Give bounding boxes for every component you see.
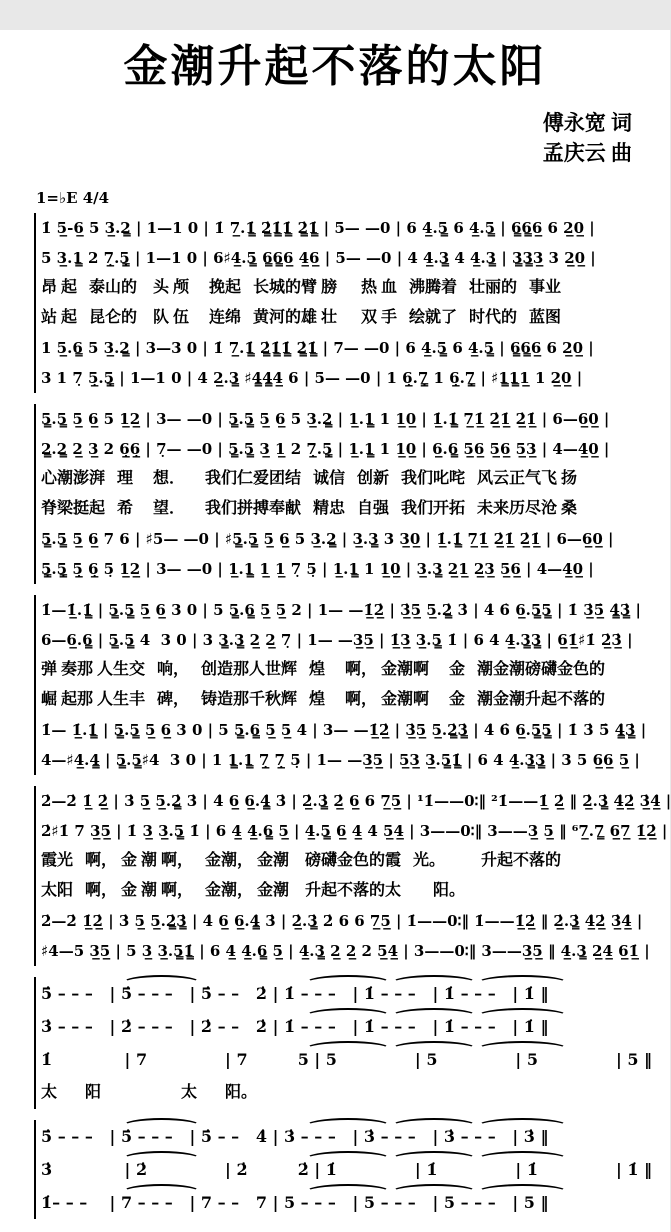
notation-line: 1̇ | 7 | 7 5 | 5 | 5 | 5 | 5 ‖ xyxy=(41,1049,653,1069)
notation-line: 5̳.5̳ 5̲ 6̲ 5 1̲2̲ | 3— —0 | 5̳.5̳ 5̲ 6̲ 5 3̲.2̳ | 1̲.1̳ 1 1̲0̲ | 1̲̇.1̳̇ 7̲1̲̇ 2̲̇1̲̇ 2̲̇1̲̇ | 6—6̲0̲ | xyxy=(41,409,610,428)
tie-arc xyxy=(305,1184,391,1200)
lyrics-line: 脊梁挺起 希 望． 我们拼搏奉献 精忠 自强 我们开拓 未来历尽沧 桑 xyxy=(41,499,578,517)
tie-arc xyxy=(305,1008,391,1024)
notation-line: 1̇ 5̲-6̲ 5 3̲.2̳ | 1—1 0 | 1̇ 7̲.1̳̇ 2̳̇1̳̇1̳̇ 2̳̇1̳̇ | 5— —0 | 6 4̲.5̳ 6 4̲.5̳ | 6̳6̳6̲ 6 2̲0̲ | xyxy=(41,218,595,237)
composer-credit: 孟庆云 曲 xyxy=(542,141,632,166)
music-system xyxy=(34,786,671,966)
lyrics-line: 太 阳 太 阳。 xyxy=(41,1083,258,1101)
lyrics-line: 站 起 昆仑的 队 伍 连绵 黄河的雄 壮 双 手 绘就了 时代的 蓝图 xyxy=(41,308,562,326)
notation-line: 6—6̲.6̳ | 5̳.5̳ 4 3 0 | 3 3̳.3̳ 2̲ 2̲ 7̣ | 1— —3̲5̲ | 1̲̇3̲ 3̲.5̳ 1̇ | 6 4 4̲.3̳3̳ | 6̲1̲̇♯1̇ 2̲̇3̲̇ | xyxy=(41,630,633,649)
music-system xyxy=(34,977,653,1109)
notation-line: 2̇—2̇ 1̲̇ 2̲̇ | 3̇ 5̲ 5̲.2̳̇ 3̇ | 4̇ 6̲ 6̲.4̳̇ 3̇ | 2̲̇.3̳̇ 2̲̇ 6̲ 6 7̲5̲ | ¹1̇——0∶‖ ²1̇——1̲̇ 2̲̇ ‖ 2̲̇.3̳̇ 4̲̇2̲̇ 3̲̇4̲̇ | xyxy=(41,791,671,810)
notation-line: 5 3̲.1̳ 2 7̣̲.5̣̳ | 1—1 0 | 6♯4̲.5̳ 6̳6̳6̲ 4̲6̲ | 5— —0 | 4 4̲.3̳ 4 4̲.3̳ | 3̳3̳3̲ 3 2̲0̲ | xyxy=(41,248,596,267)
notation-line: 1̇– – – | 7 – – – | 7 – – 7 | 5 – – – | 5 – – – | 5 – – – | 5 ‖ xyxy=(41,1192,549,1212)
sheet-music-page xyxy=(0,30,670,1232)
music-system xyxy=(34,595,648,775)
notation-line: 2̇—2̇ 1̲̇2̲̇ | 3̇ 5̲ 5̲.2̳̇3̳̇ | 4̇ 6̲ 6̲.4̳̇ 3̇ | 2̲̇.3̳̇ 2̇ 6 6 7̲5̲ | 1̇——0∶‖ 1̇——1̲̇2̲̇ ‖ 2̲̇.3̳̇ 4̲̇2̲̇ 3̲̇4̲̇ | xyxy=(41,911,643,930)
tie-arc xyxy=(391,1041,477,1057)
notation-line: 5̇ – – – | 5̇ – – – | 5̇ – – 2̇ | 1̇ – – – | 1̇ – – – | 1̇ – – – | 1̇ ‖ xyxy=(41,983,549,1003)
notation-line: 1̇— 1̲̇.1̳̇ | 5̳.5̳ 5̲ 6̲ 3 0 | 5 5̳.6̳ 5̲ 5̲ 4 | 3— —1̲̇2̲̇ | 3̲̇5̲ 5̲.2̳̇3̳̇ | 4̇ 6̇ 6̲.5̳5̳ | 1̇ 3̇ 5̇ 4̳̇3̳̇ | xyxy=(41,720,647,739)
lyricist-credit: 傅永宽 词 xyxy=(542,111,632,135)
lyrics-line: 崛 起那 人生丰 碑， 铸造那千秋辉 煌 啊， 金潮啊 金 潮金潮升起不落的 xyxy=(41,690,606,708)
notation-line: 2̳.2̳ 2̲ 3̲ 2 6̣̲6̣̲ | 7̣— —0 | 5̳.5̳ 3̲ 1̲ 2 7̣̲.5̣̳ | 1̲.1̳ 1 1̲0̲ | 6̲.6̳ 5̲6̲ 5̲6̲ 5̲3̲ | 4—4̲0̲ | xyxy=(41,439,610,458)
music-system xyxy=(34,404,648,584)
notation-line: 5̇ – – – | 5̇ – – – | 5̇ – – 4̇ | 3̇ – – – | 3̇ – – – | 3̇ – – – | 3̇ ‖ xyxy=(41,1126,549,1146)
lyrics-line: 心潮澎湃 理 想． 我们仁爱团结 诚信 创新 我们叱咤 风云正气飞 扬 xyxy=(41,469,578,487)
tie-arc xyxy=(477,1151,569,1167)
tie-arc xyxy=(477,1041,569,1057)
lyrics-line: 霞光 啊， 金 潮 啊， 金潮， 金潮 磅礴金色的霞 光。 升起不落的 xyxy=(41,851,562,869)
tie-arc xyxy=(391,1118,477,1134)
notation-line: 5̣̳.5̣̳ 5̣̲ 6̣̲ 5̣ 1̲2̲ | 3— —0 | 1̲.1̳ 1̲ 1̲ 7̣ 5̣ | 1̲.1̳ 1 1̲0̲ | 3̲.3̳ 2̲1̲ 2̲3̲ 5̲6̲ | 4—4̲0̲ | xyxy=(41,559,594,578)
score xyxy=(0,213,670,1219)
notation-line: 3 1 7̣ 5̣̲.5̣̳ | 1—1 0 | 4 2̲.3̳ ♯4̳4̳4̲ 6 | 5— —0 | 1 6̣̲.7̣̳ 1 6̣̲.7̣̳ | ♯1̳1̳1̲ 1 2̲0̲ | xyxy=(41,368,583,387)
tie-arc xyxy=(477,1118,569,1134)
tie-arc xyxy=(122,1151,202,1167)
notation-line: 2̇♯1̇ 7 3̲5̲ | 1̇ 3̲ 3̲.5̳ 1̇ | 6 4̲ 4̲.6̳ 5̲ | 4̲.5̳ 6̲ 4̲ 4 5̲4̲ | 3——0∶‖ 3——3̲ 5̲ ‖ ⁶7̲.7̳ 6̲7̲ 1̲̇2̲̇ | xyxy=(41,821,668,840)
credits xyxy=(0,108,670,169)
key-time-signature: 1=♭E 4/4 xyxy=(36,188,110,207)
lyrics-line: 太阳 啊， 金 潮 啊， 金潮， 金潮 升起不落的太 阳。 xyxy=(41,881,466,899)
tie-arc xyxy=(122,1184,202,1200)
notation-line: 3̇ | 2̇ | 2̇ 2̇ | 1̇ | 1̇ | 1̇ | 1̇ ‖ xyxy=(41,1159,653,1179)
song-title: 金潮升起不落的太阳 xyxy=(123,41,547,92)
tie-arc xyxy=(477,1008,569,1024)
notation-line: ♯4—5 3̲5̲ | 5 3̲ 3̲.5̳1̳̇ | 6 4̲ 4̲.6̳ 5̲ | 4̲.3̳ 2̲ 2̲ 2 5̲4̲ | 3——0∶‖ 3——3̲5̲ ‖ 4̲.3̳ 2̲4̲ 6̲1̲̇ | xyxy=(41,941,650,960)
music-system xyxy=(34,213,648,393)
tie-arc xyxy=(122,975,202,991)
tie-arc xyxy=(391,1184,477,1200)
lyrics-line: 弹 奏那 人生交 响， 创造那人世辉 煌 啊， 金潮啊 金 潮金潮磅礴金色的 xyxy=(41,660,606,678)
notation-line: 1 5̲.6̳ 5 3̲.2̳ | 3—3 0 | 1̇ 7̲.1̳̇ 2̳̇1̳̇1̳̇ 2̳̇1̳̇ | 7— —0 | 6 4̲.5̳ 6 4̲.5̳ | 6̳6̳6̲ 6 2̲0̲ | xyxy=(41,338,594,357)
notation-line: 5̳.5̳ 5̲ 6̲ 7 6 | ♯5— —0 | ♯5̳.5̳ 5̲ 6̲ 5 3̲.2̳ | 3̲.3̳ 3 3̲0̲ | 1̲̇.1̳̇ 7̲1̲̇ 2̲̇1̲̇ 2̲̇1̲̇ | 6—6̲0̲ | xyxy=(41,529,614,548)
notation-line: 3̇ – – – | 2̇ – – – | 2̇ – – 2̇ | 1̇ – – – | 1̇ – – – | 1̇ – – – | 1̇ ‖ xyxy=(41,1016,549,1036)
tie-arc xyxy=(305,1118,391,1134)
tie-arc xyxy=(477,975,569,991)
tie-arc xyxy=(122,1118,202,1134)
tie-arc xyxy=(391,1008,477,1024)
tie-arc xyxy=(477,1184,569,1200)
tie-arc xyxy=(305,1041,391,1057)
tie-arc xyxy=(391,975,477,991)
tie-arc xyxy=(305,975,391,991)
notation-line: 4—♯4̲.4̳ | 5̳.5̳♯4 3 0 | 1 1̳.1̳ 7̣̲ 7̣̲ 5̣ | 1— —3̲5̲ | 5̲3̲ 3̲.5̳1̳̇ | 6 4 4̲.3̳3̳ | 3 5 6̲6̲ 5̲ | xyxy=(41,750,640,769)
tie-arc xyxy=(305,1151,391,1167)
music-system xyxy=(34,1120,653,1219)
notation-line: 1̇—1̲̇.1̳̇ | 5̳.5̳ 5̲ 6̲ 3 0 | 5 5̳.6̳ 5̲ 5̲ 2 | 1— —1̲̇2̲̇ | 3̲̇5̲ 5̲.2̳̇ 3̇ | 4̇ 6̇ 6̲.5̳5̳ | 1̇ 3̲̇5̲̇ 4̳̇3̳̇ | xyxy=(41,600,641,619)
lyrics-line: 昂 起 泰山的 头 颅 挽起 长城的臂 膀 热 血 沸腾着 壮丽的 事业 xyxy=(41,278,562,296)
tie-arc xyxy=(391,1151,477,1167)
